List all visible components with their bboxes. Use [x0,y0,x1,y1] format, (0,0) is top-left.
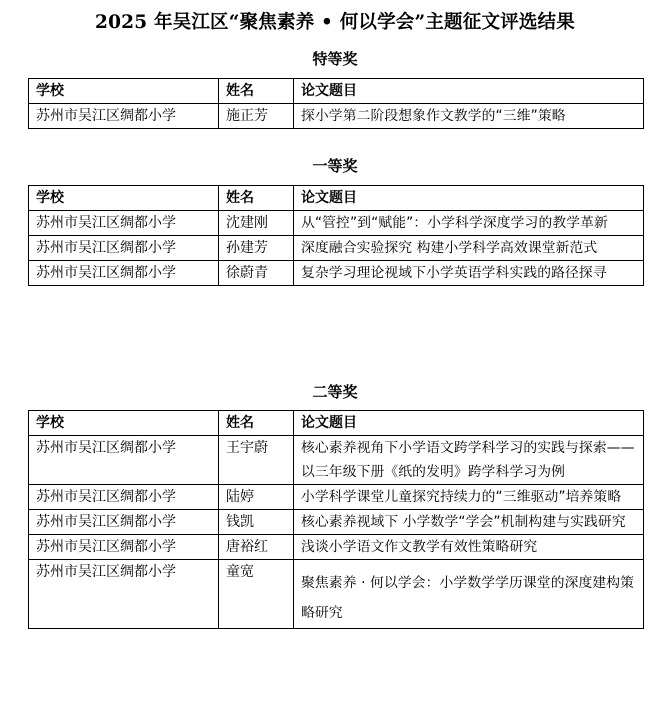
paper-title-cell: 聚焦素养 · 何以学会：小学数学学历课堂的深度建构策略研究 [294,560,644,629]
paper-title-cell: 核心素养视角下小学语文跨学科学习的实践与探索——以三年级下册《纸的发明》跨学科学习为例 [294,436,644,485]
table-header-row [29,411,644,436]
school-cell: 苏州市吴江区绸都小学 [29,535,219,560]
name-cell: 钱凯 [219,510,294,535]
table-row [29,560,644,629]
table-row [29,436,644,485]
paper-title-cell: 核心素养视域下 小学数学“学会”机制构建与实践研究 [294,510,644,535]
award-table-first [28,185,644,286]
name-cell: 孙建芳 [219,236,294,261]
table-header-row [29,79,644,104]
section-heading-first-prize: 一等奖 [312,157,358,175]
column-header-school: 学校 [29,411,219,436]
table-row [29,236,644,261]
school-cell: 苏州市吴江区绸都小学 [29,436,219,485]
column-header-name: 姓名 [219,411,294,436]
column-header-title: 论文题目 [294,411,644,436]
award-table-second [28,410,644,629]
name-cell: 唐裕红 [219,535,294,560]
name-cell: 徐蔚青 [219,261,294,286]
name-cell: 王宇蔚 [219,436,294,485]
table-row [29,535,644,560]
paper-title-cell: 小学科学课堂儿童探究持续力的“三维驱动”培养策略 [294,485,644,510]
section-heading-special-award: 特等奖 [312,50,358,68]
school-cell: 苏州市吴江区绸都小学 [29,261,219,286]
column-header-name: 姓名 [219,186,294,211]
name-cell: 童宽 [219,560,294,629]
column-header-school: 学校 [29,186,219,211]
column-header-title: 论文题目 [294,186,644,211]
table-row [29,211,644,236]
table-header-row [29,186,644,211]
school-cell: 苏州市吴江区绸都小学 [29,560,219,629]
school-cell: 苏州市吴江区绸都小学 [29,485,219,510]
paper-title-cell: 深度融合实验探究 构建小学科学高效课堂新范式 [294,236,644,261]
table-row [29,485,644,510]
name-cell: 施正芳 [219,104,294,129]
paper-title-cell: 探小学第二阶段想象作文教学的“三维”策略 [294,104,644,129]
school-cell: 苏州市吴江区绸都小学 [29,510,219,535]
table-row [29,104,644,129]
name-cell: 陆婷 [219,485,294,510]
school-cell: 苏州市吴江区绸都小学 [29,211,219,236]
name-cell: 沈建刚 [219,211,294,236]
paper-title-cell: 浅谈小学语文作文教学有效性策略研究 [294,535,644,560]
table-row [29,510,644,535]
school-cell: 苏州市吴江区绸都小学 [29,104,219,129]
school-cell: 苏州市吴江区绸都小学 [29,236,219,261]
paper-title-cell: 从“管控”到“赋能”：小学科学深度学习的教学革新 [294,211,644,236]
table-row [29,261,644,286]
paper-title-cell: 复杂学习理论视域下小学英语学科实践的路径探寻 [294,261,644,286]
column-header-name: 姓名 [219,79,294,104]
section-heading-second-prize: 二等奖 [312,383,358,401]
award-table-special [28,78,644,129]
column-header-school: 学校 [29,79,219,104]
page-title: 2025 年吴江区“聚焦素养 • 何以学会”主题征文评选结果 [95,12,575,33]
column-header-title: 论文题目 [294,79,644,104]
